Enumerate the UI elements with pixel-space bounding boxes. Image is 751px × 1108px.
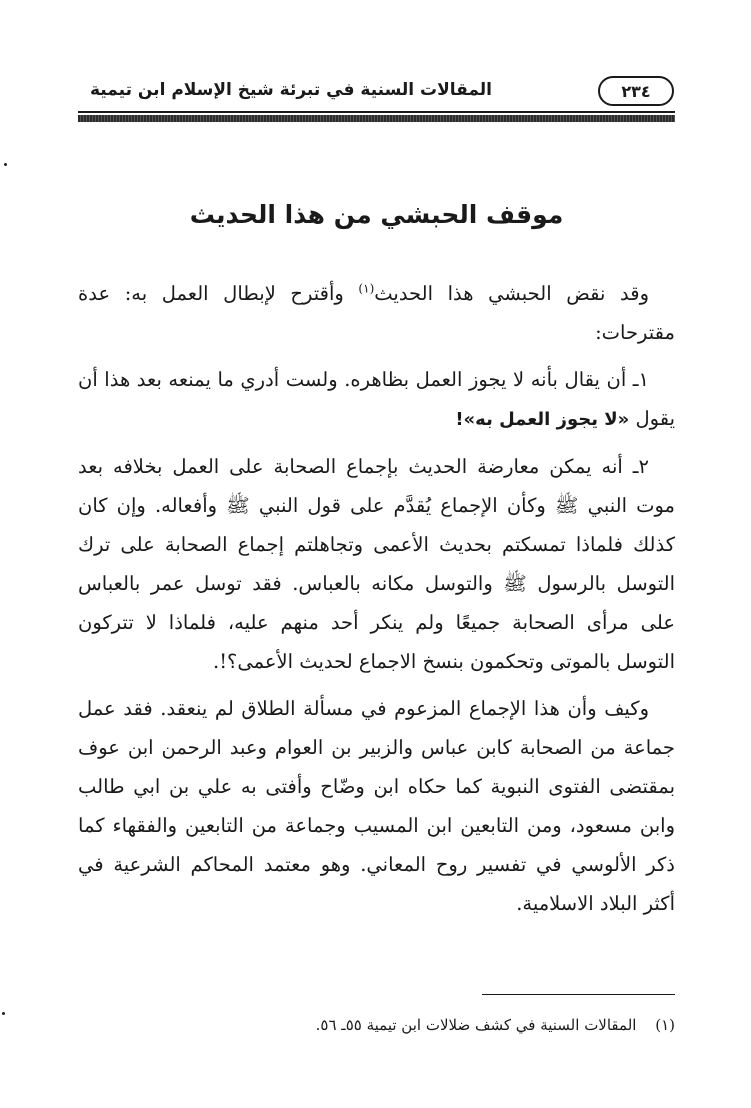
proposal-1-text: ١ـ أن يقال بأنه لا يجوز العمل بظاهره. ولست أدري ما يمنعه بعد هذا أن يقول bbox=[78, 368, 675, 430]
scan-speck bbox=[4, 163, 7, 166]
footnote-reference: (١) bbox=[358, 281, 375, 296]
paragraph-proposal-1 bbox=[78, 360, 675, 439]
footnote-text: المقالات السنية في كشف ضلالات ابن تيمية ٥٥ـ ٥٦. bbox=[315, 1016, 637, 1034]
paragraph-intro-text: وقد نقض الحبشي هذا الحديث bbox=[374, 282, 649, 305]
header-rule-thick bbox=[78, 115, 675, 122]
body-text bbox=[78, 274, 675, 931]
section-title: موقف الحبشي من هذا الحديث bbox=[189, 200, 564, 229]
paragraph-consensus: وكيف وأن هذا الإجماع المزعوم في مسألة الطلاق لم ينعقد. فقد عمل جماعة من الصحابة كابن عباس والزبير بن العوام وعبد الرحمن ابن عوف بمقتضى الفتوى النبوية كما حكاه ابن وضّاح وأفتى به علي بن ابي طالب وابن مسعود، ومن التابعين ابن المسيب وجماعة من التابعين والفقهاء كما ذكر الألوسي في تفسير روح المعاني. وهو معتمد المحاكم الشرعية في أكثر البلاد الاسلامية. bbox=[78, 697, 675, 915]
footnote bbox=[78, 1016, 675, 1034]
running-title: المقالات السنية في تبرئة شيخ الإسلام ابن تيمية bbox=[90, 80, 492, 100]
scan-speck bbox=[2, 1012, 5, 1015]
page-number bbox=[598, 76, 674, 106]
paragraph-proposal-2: ٢ـ أنه يمكن معارضة الحديث بإجماع الصحابة على العمل بخلافه بعد موت النبي ﷺ وكأن الإجماع يُقدَّم على قول النبي ﷺ وأفعاله. وإن كان كذلك فلماذا تمسكتم بحديث الأعمى وتجاهلتم إجماع الصحابة على ترك التوسل بالرسول ﷺ والتوسل مكانه بالعباس. فقد توسل عمر بالعباس على مرأى الصحابة جميعًا ولم ينكر أحد منهم عليه، فلماذا لا تتركون التوسل بالموتى وتحكمون بنسخ الاجماع لحديث الأعمى؟!. bbox=[78, 455, 675, 673]
page-number-text: ٢٣٤ bbox=[621, 81, 651, 101]
header-rule bbox=[78, 111, 675, 113]
paragraph-intro-cont: وأقترح لإبطال العمل به: عدة مقترحات: bbox=[78, 282, 675, 344]
proposal-1-bold-quote: «لا يجوز العمل به»! bbox=[455, 409, 630, 430]
paragraph-intro bbox=[78, 274, 675, 352]
footnote-marker: (١) bbox=[655, 1016, 675, 1034]
footnote-separator bbox=[482, 994, 675, 995]
